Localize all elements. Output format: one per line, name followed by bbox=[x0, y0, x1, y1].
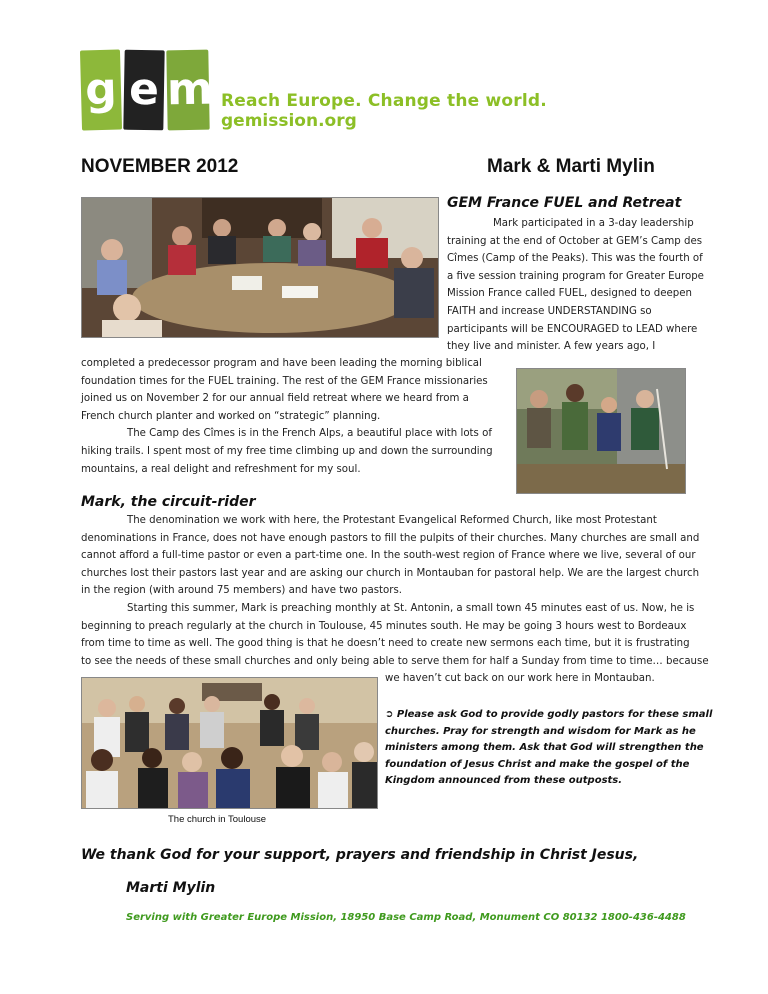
text-line: Cîmes (Camp of the Peaks). This was the fourth of bbox=[447, 253, 703, 265]
text-line: foundation of Jesus Christ and make the gospel of the bbox=[385, 758, 690, 770]
text-line: beginning to preach regularly at the church in Toulouse, 45 minutes south. He may be going 3 hours west to Bordeaux bbox=[81, 620, 687, 632]
newsletter-date: NOVEMBER 2012 bbox=[81, 156, 239, 177]
text-line: in the region (with around 75 members) and have two pastors. bbox=[81, 585, 403, 597]
text-line: to see the needs of these small churches and only being able to serve them for half a Sunday from time to time… because bbox=[81, 655, 709, 667]
text-line: Mark participated in a 3-day leadership bbox=[493, 218, 694, 229]
text-line: ministers among them. Ask that God will strengthen the bbox=[385, 742, 704, 753]
prayer-request bbox=[385, 707, 715, 790]
section1-paragraph1-top bbox=[447, 215, 747, 356]
text-line: foundation times for the FUEL training. The rest of the GEM France missionaries bbox=[81, 375, 488, 387]
text-line: churches. Pray for strength and wisdom for Mark as he bbox=[385, 725, 696, 737]
text-line: Please ask God to provide godly pastors for these small bbox=[396, 709, 713, 720]
author-names: Mark & Marti Mylin bbox=[487, 156, 655, 177]
text-line: cannot afford a full-time pastor or even a part-time one. In the south-west region of France where we live, several of our bbox=[81, 550, 696, 562]
logo-letter-m: m bbox=[166, 50, 209, 131]
signature: Marti Mylin bbox=[126, 880, 216, 896]
tagline: Reach Europe. Change the world. bbox=[221, 91, 547, 111]
text-line: a five session training program for Greater Europe bbox=[447, 270, 704, 282]
text-line: FAITH and increase UNDERSTANDING so bbox=[447, 305, 652, 317]
gem-logo bbox=[81, 50, 214, 130]
text-line: training at the end of October at GEM’s Camp des bbox=[447, 235, 703, 247]
website-link[interactable]: gemission.org bbox=[221, 111, 357, 131]
text-line: joined us on November 2 for our annual field retreat where we heard from a bbox=[81, 393, 469, 405]
text-line: completed a predecessor program and have been leading the morning biblical bbox=[81, 358, 482, 369]
text-line: The denomination we work with here, the Protestant Evangelical Reformed Church, like most Protestant bbox=[127, 515, 657, 526]
text-line: we haven’t cut back on our work here in Montauban. bbox=[385, 673, 655, 684]
photo-caption: The church in Toulouse bbox=[168, 814, 267, 825]
arrow-icon: ➲ bbox=[385, 709, 394, 720]
text-line: they live and minister. A few years ago, I bbox=[447, 341, 656, 353]
section-title-fuel: GEM France FUEL and Retreat bbox=[447, 195, 682, 211]
text-line: The Camp des Cîmes is in the French Alps, a beautiful place with lots of bbox=[127, 428, 492, 440]
text-line: hiking trails. I spent most of my free time climbing up and down the surrounding bbox=[81, 445, 493, 457]
text-line: French church planter and worked on “strategic” planning. bbox=[81, 410, 381, 422]
closing-line: We thank God for your support, prayers and friendship in Christ Jesus, bbox=[81, 847, 639, 863]
text-line: Starting this summer, Mark is preaching monthly at St. Antonin, a small town 45 minutes east of us. Now, he is bbox=[127, 602, 695, 614]
logo-letter-e: e bbox=[123, 50, 164, 131]
hiking-photo bbox=[516, 368, 686, 494]
text-line: denominations in France, does not have enough pastors to fill the pulpits of their churches. Many churches are small and bbox=[81, 532, 700, 544]
text-line: participants will be ENCOURAGED to LEAD where bbox=[447, 323, 698, 335]
meeting-photo bbox=[81, 197, 439, 338]
text-line: from time to time as well. The good thing is that he doesn’t need to create new sermons each time, but it is frustrating bbox=[81, 638, 690, 650]
section2-body bbox=[81, 512, 721, 670]
text-line: Mission France called FUEL, designed to deepen bbox=[447, 288, 692, 300]
text-line: Kingdom announced from these outposts. bbox=[385, 775, 623, 786]
footer-contact: Serving with Greater Europe Mission, 18950 Base Camp Road, Monument CO 80132 1800-436-4488 bbox=[126, 912, 686, 923]
church-photo bbox=[81, 677, 378, 809]
text-line: churches lost their pastors last year and are asking our church in Montauban for pastoral help. We are the largest church bbox=[81, 567, 700, 579]
section1-paragraph1-cont bbox=[81, 355, 511, 478]
logo-letter-g: g bbox=[80, 49, 122, 130]
text-line: mountains, a real delight and refreshment for my soul. bbox=[81, 463, 361, 475]
section-title-circuit-rider: Mark, the circuit-rider bbox=[81, 494, 256, 510]
